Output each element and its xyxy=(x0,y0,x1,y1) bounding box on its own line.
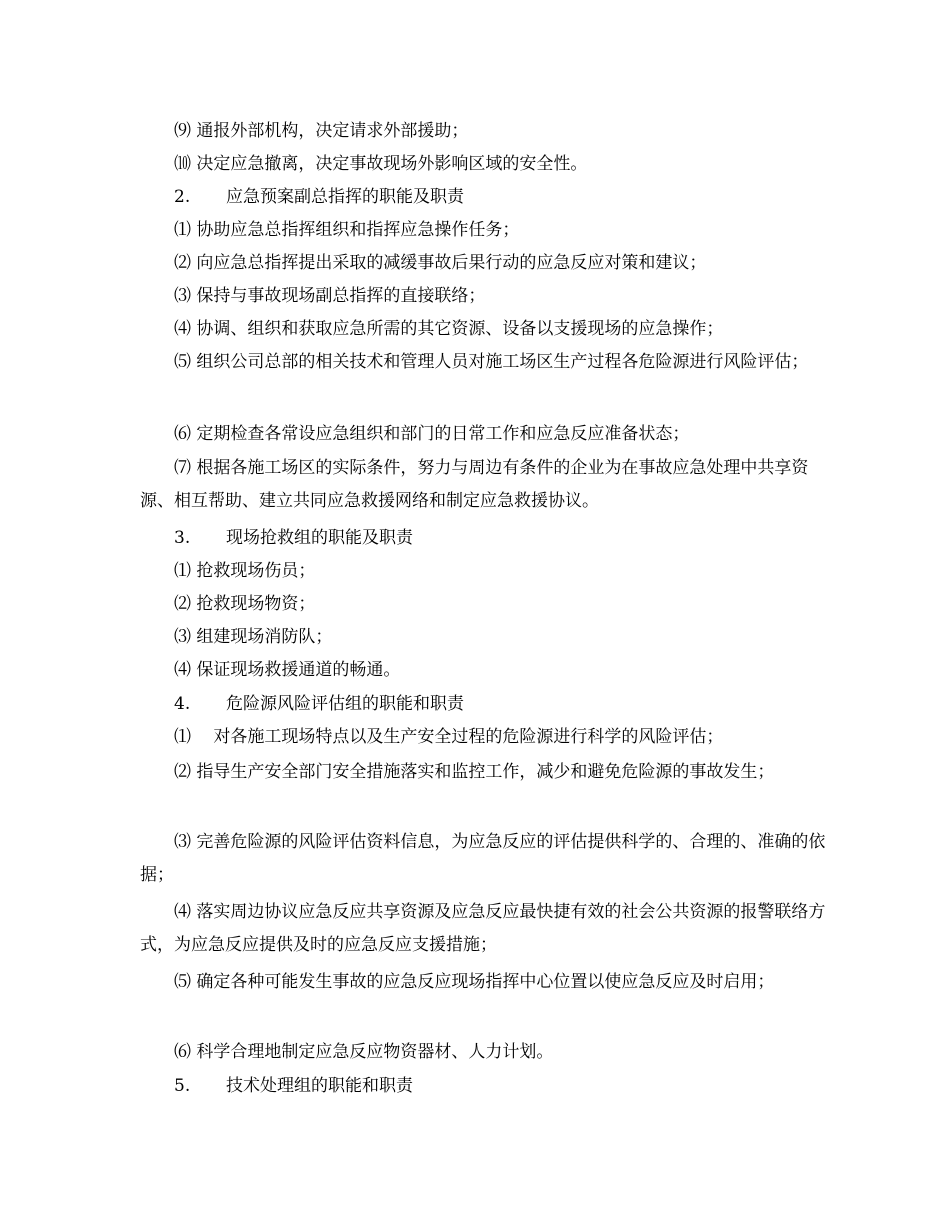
list-item: ⑴ 对各施工现场特点以及生产安全过程的危险源进行科学的风险评估； xyxy=(174,727,724,747)
section-heading xyxy=(174,688,464,721)
section-number: 4. xyxy=(174,694,191,714)
section-title: 现场抢救组的职能及职责 xyxy=(226,528,413,548)
list-item: ⑺ 根据各施工场区的实际条件，努力与周边有条件的企业为在事故应急处理中共享资源、相互帮助、建立共同应急救援网络和制定应急救援协议。 xyxy=(140,458,809,511)
list-item: ⑴ 协助应急总指挥组织和指挥应急操作任务； xyxy=(174,220,520,240)
list-item: ⑷ 保证现场救援通道的畅通。 xyxy=(174,660,401,680)
section-number: 3. xyxy=(174,528,191,548)
section-heading xyxy=(174,1070,413,1103)
section-number: 2. xyxy=(174,187,191,207)
list-item: ⑽ 决定应急撤离，决定事故现场外影响区域的安全性。 xyxy=(174,154,588,174)
section-title: 应急预案副总指挥的职能及职责 xyxy=(226,187,464,207)
list-item: ⑶ 保持与事故现场副总指挥的直接联络； xyxy=(174,286,486,306)
section-heading xyxy=(174,181,464,214)
list-item: ⑴ 抢救现场伤员； xyxy=(174,561,316,581)
list-item: ⑼ 通报外部机构，决定请求外部援助； xyxy=(174,121,469,141)
section-heading xyxy=(174,522,413,555)
list-item: ⑷ 落实周边协议应急反应共享资源及应急反应最快捷有效的社会公共资源的报警联络方式，为应急反应提供及时的应急反应支援措施； xyxy=(140,902,826,955)
section-number: 5. xyxy=(174,1076,191,1096)
list-item: ⑶ 组建现场消防队； xyxy=(174,627,333,647)
list-item: ⑵ 抢救现场物资； xyxy=(174,594,316,614)
list-item: ⑹ 定期检查各常设应急组织和部门的日常工作和应急反应准备状态； xyxy=(174,424,690,444)
section-title: 技术处理组的职能和职责 xyxy=(226,1076,413,1096)
list-item: ⑷ 协调、组织和获取应急所需的其它资源、设备以支援现场的应急操作； xyxy=(174,319,724,339)
list-item: ⑸ 确定各种可能发生事故的应急反应现场指挥中心位置以使应急反应及时启用； xyxy=(174,972,775,992)
list-item: ⑶ 完善危险源的风险评估资料信息，为应急反应的评估提供科学的、合理的、准确的依据； xyxy=(140,832,826,885)
list-item: ⑹ 科学合理地制定应急反应物资器材、人力计划。 xyxy=(174,1042,554,1062)
list-item: ⑸ 组织公司总部的相关技术和管理人员对施工场区生产过程各危险源进行风险评估； xyxy=(174,352,809,372)
list-item: ⑵ 指导生产安全部门安全措施落实和监控工作，减少和避免危险源的事故发生； xyxy=(174,762,775,782)
list-item: ⑵ 向应急总指挥提出采取的减缓事故后果行动的应急反应对策和建议； xyxy=(174,253,707,273)
section-title: 危险源风险评估组的职能和职责 xyxy=(226,694,464,714)
